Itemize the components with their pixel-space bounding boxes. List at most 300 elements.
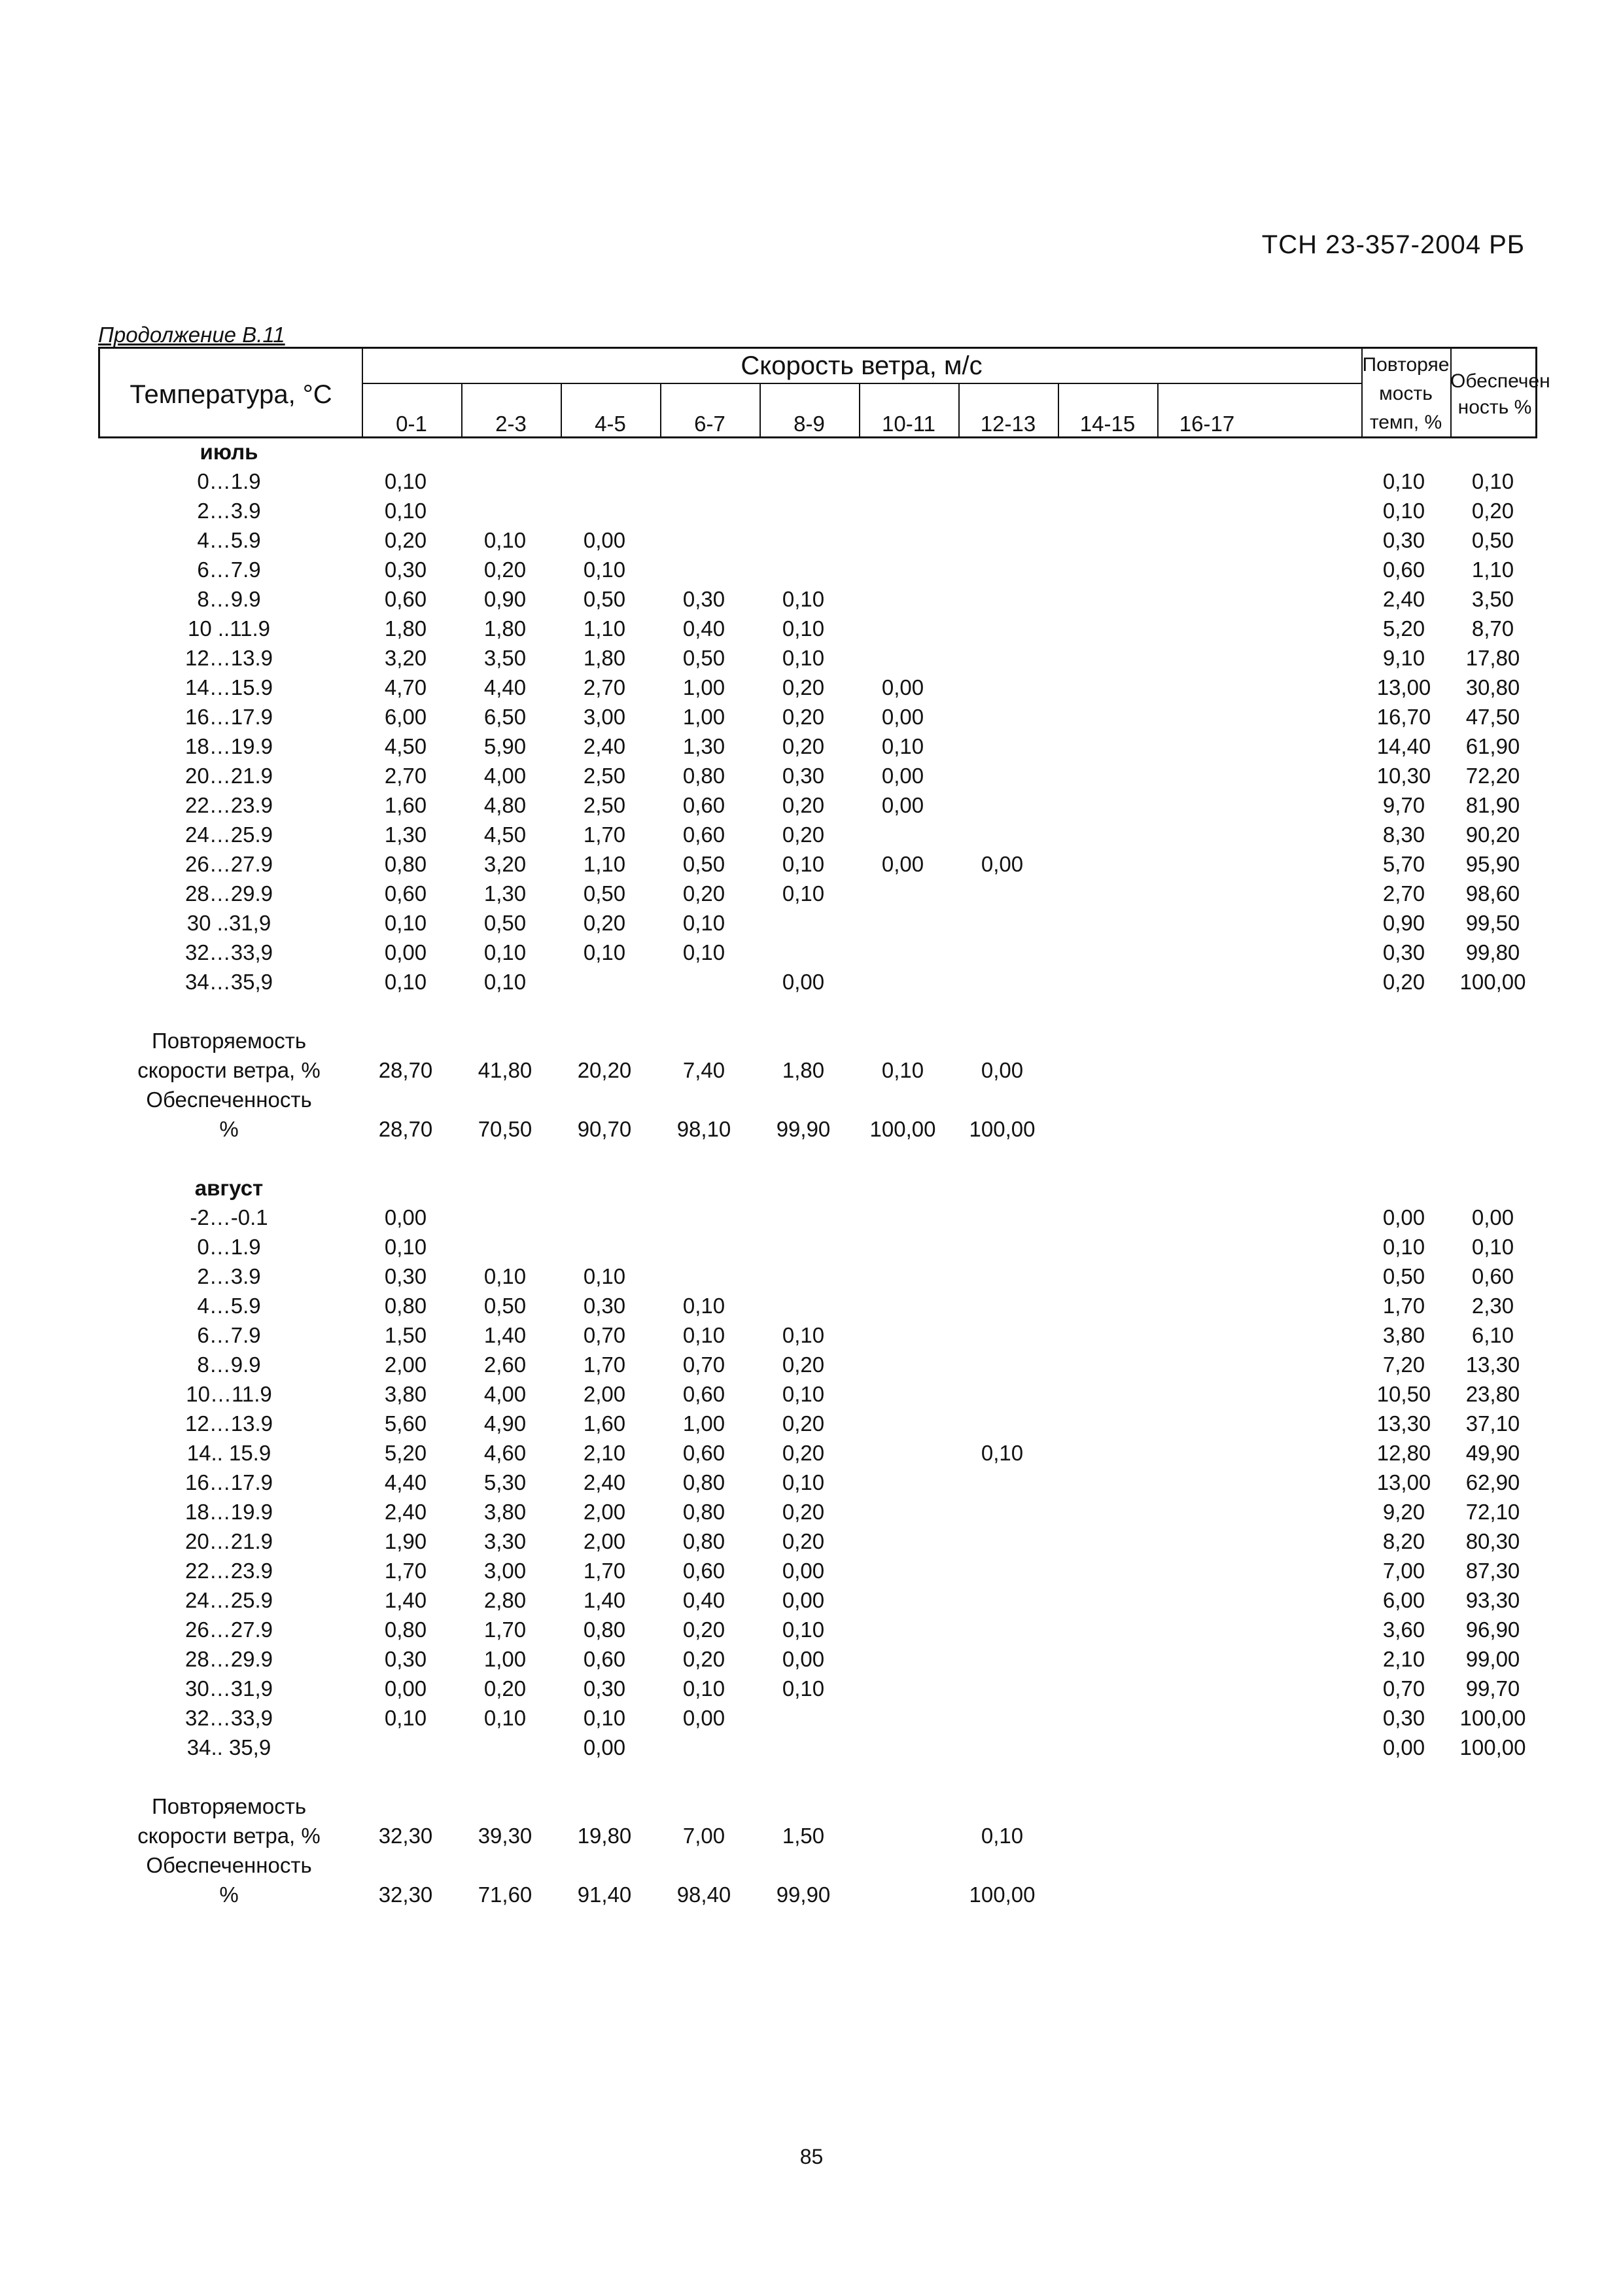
repeatability-cell: 0,30 [1382,528,1425,552]
repeatability-cell: 0,30 [1382,940,1425,964]
table-row [98,1675,1537,1704]
summary-security-value: 98,40 [676,1882,731,1907]
continuation-caption: Продолжение В.11 [98,323,285,347]
summary-security-value: 100,00 [869,1117,936,1141]
frequency-cell: 0,00 [981,852,1024,876]
temperature-range: 0…1.9 [197,469,261,493]
security-cell: 80,30 [1465,1529,1520,1553]
frequency-cell: 1,00 [483,1647,527,1671]
repeatability-cell: 10,30 [1376,764,1431,788]
frequency-cell: 4,80 [483,793,527,817]
frequency-cell: 3,30 [483,1529,527,1553]
frequency-cell: 0,80 [682,1500,725,1524]
temperature-range: 8…9.9 [197,587,261,611]
summary-repeatability-value: 20,20 [577,1058,632,1082]
header-divider [561,383,562,436]
frequency-cell: 1,90 [384,1529,427,1553]
frequency-cell: 0,10 [682,1294,725,1318]
frequency-cell: 0,80 [682,764,725,788]
repeatability-cell: 12,80 [1376,1441,1431,1465]
temperature-range: 24…25.9 [185,1588,273,1612]
table-header [98,347,1550,438]
repeatability-cell: 9,10 [1382,646,1425,670]
security-cell: 99,80 [1465,940,1520,964]
header-speed-column: 16-17 [1179,412,1235,436]
frequency-cell: 0,00 [384,1205,427,1229]
repeatability-cell: 0,00 [1382,1735,1425,1759]
table-row [98,1469,1537,1498]
frequency-cell: 0,10 [881,734,924,758]
frequency-cell: 2,00 [583,1382,626,1406]
summary-repeatability-label: скорости ветра, % [137,1058,321,1082]
frequency-cell: 0,20 [583,911,626,935]
security-cell: 13,30 [1465,1352,1520,1377]
frequency-cell: 3,50 [483,646,527,670]
frequency-cell: 0,60 [682,793,725,817]
security-cell: 3,50 [1471,587,1514,611]
frequency-cell: 0,20 [782,734,825,758]
frequency-cell: 2,60 [483,1352,527,1377]
frequency-cell: 0,60 [682,822,725,847]
frequency-cell: 2,00 [583,1500,626,1524]
frequency-cell: 0,80 [583,1617,626,1642]
security-cell: 87,30 [1465,1559,1520,1583]
frequency-cell: 0,40 [682,616,725,641]
summary-repeatability-value: 1,50 [782,1824,825,1848]
summary-repeatability-value: 0,10 [981,1824,1024,1848]
frequency-cell: 5,60 [384,1411,427,1436]
month-heading-row [98,1174,1537,1204]
summary-security-value: 99,90 [776,1117,831,1141]
summary-repeatability-value: 1,80 [782,1058,825,1082]
repeatability-cell: 5,20 [1382,616,1425,641]
header-divider [660,383,661,436]
table-row [98,1204,1537,1233]
frequency-cell: 0,10 [682,940,725,964]
frequency-cell: 0,10 [981,1441,1024,1465]
frequency-cell: 5,90 [483,734,527,758]
frequency-cell: 0,80 [384,852,427,876]
frequency-cell: 3,80 [384,1382,427,1406]
security-cell: 99,00 [1465,1647,1520,1671]
header-temperature: Температура, °С [130,380,332,409]
temperature-range: 8…9.9 [197,1352,261,1377]
repeatability-cell: 0,30 [1382,1706,1425,1730]
summary-repeatability-value: 19,80 [577,1824,632,1848]
security-cell: 30,80 [1465,675,1520,699]
frequency-cell: 0,60 [384,881,427,906]
frequency-cell: 1,60 [583,1411,626,1436]
frequency-cell: 2,10 [583,1441,626,1465]
summary-repeatability-label: скорости ветра, % [137,1824,321,1848]
frequency-cell: 4,40 [483,675,527,699]
security-cell: 72,20 [1465,764,1520,788]
section-gap [98,998,1537,1027]
temperature-range: 18…19.9 [185,1500,273,1524]
frequency-cell: 0,20 [782,793,825,817]
repeatability-cell: 2,40 [1382,587,1425,611]
frequency-cell: 0,10 [782,1382,825,1406]
table-row [98,703,1537,733]
frequency-cell: 0,10 [384,1706,427,1730]
header-divider [461,383,462,436]
repeatability-cell: 3,80 [1382,1323,1425,1347]
header-repeatability-line: Повторяе [1362,354,1450,376]
frequency-cell: 0,20 [782,1411,825,1436]
table-row [98,1381,1537,1410]
frequency-cell: 1,70 [583,822,626,847]
frequency-cell: 0,10 [384,469,427,493]
table-row [98,821,1537,851]
security-cell: 49,90 [1465,1441,1520,1465]
temperature-range: 32…33,9 [185,1706,273,1730]
security-cell: 98,60 [1465,881,1520,906]
repeatability-cell: 0,60 [1382,557,1425,582]
repeatability-cell: 5,70 [1382,852,1425,876]
temperature-range: 18…19.9 [185,734,273,758]
table-row [98,939,1537,968]
table-row [98,1439,1537,1469]
frequency-cell: 0,90 [483,587,527,611]
frequency-cell: 0,50 [682,646,725,670]
table-row [98,674,1537,703]
header-divider [362,349,363,436]
frequency-cell: 0,20 [782,1352,825,1377]
temperature-range: 6…7.9 [197,1323,261,1347]
frequency-cell: 0,10 [682,911,725,935]
frequency-cell: 0,10 [583,557,626,582]
frequency-cell: 4,70 [384,675,427,699]
frequency-cell: 0,10 [682,1323,725,1347]
header-speed-column: 6-7 [694,412,725,436]
summary-repeatability-label: Повторяемость [151,1029,307,1053]
security-cell: 99,50 [1465,911,1520,935]
frequency-cell: 1,60 [384,793,427,817]
frequency-cell: 0,10 [483,528,527,552]
security-cell: 1,10 [1471,557,1514,582]
temperature-range: 6…7.9 [197,557,261,582]
security-cell: 93,30 [1465,1588,1520,1612]
frequency-cell: 0,10 [682,1676,725,1701]
temperature-range: 26…27.9 [185,852,273,876]
frequency-cell: 0,10 [384,911,427,935]
frequency-cell: 0,10 [384,1235,427,1259]
frequency-cell: 0,20 [782,705,825,729]
frequency-cell: 0,50 [483,911,527,935]
frequency-cell: 2,70 [583,675,626,699]
frequency-cell: 2,40 [583,1470,626,1494]
summary-security-value: 32,30 [378,1882,433,1907]
table-row [98,968,1537,998]
security-cell: 72,10 [1465,1500,1520,1524]
frequency-cell: 0,00 [782,970,825,994]
table-row [98,1498,1537,1528]
frequency-cell: 0,10 [782,852,825,876]
month-heading: июль [200,440,258,464]
header-speed-column: 2-3 [495,412,527,436]
table-row [98,1587,1537,1616]
security-cell: 0,10 [1471,469,1514,493]
repeatability-cell: 2,10 [1382,1647,1425,1671]
frequency-cell: 0,00 [881,852,924,876]
summary-repeatability-value: 32,30 [378,1824,433,1848]
repeatability-cell: 0,70 [1382,1676,1425,1701]
summary-label-row [98,1027,1537,1057]
frequency-cell: 1,40 [384,1588,427,1612]
frequency-cell: 2,50 [583,764,626,788]
section-gap [98,1145,1537,1174]
security-cell: 2,30 [1471,1294,1514,1318]
table-body [98,438,1537,1911]
header-security-line: ность % [1457,397,1532,418]
frequency-cell: 1,40 [583,1588,626,1612]
frequency-cell: 1,30 [682,734,725,758]
table-row [98,527,1537,556]
summary-repeatability-row [98,1822,1537,1852]
temperature-range: 2…3.9 [197,1264,261,1288]
security-cell: 96,90 [1465,1617,1520,1642]
table-row [98,645,1537,674]
summary-security-value: 100,00 [969,1882,1036,1907]
summary-security-label: Обеспеченность [146,1853,312,1877]
frequency-cell: 4,50 [483,822,527,847]
month-heading-row [98,438,1537,468]
frequency-cell: 0,30 [384,1264,427,1288]
frequency-cell: 0,20 [483,1676,527,1701]
summary-security-label: % [219,1882,239,1907]
frequency-cell: 1,70 [384,1559,427,1583]
frequency-cell: 1,80 [384,616,427,641]
summary-repeatability-value: 41,80 [478,1058,532,1082]
page-number: 85 [799,2145,824,2168]
frequency-cell: 0,10 [483,940,527,964]
temperature-range: 22…23.9 [185,793,273,817]
frequency-cell: 0,20 [782,1500,825,1524]
frequency-cell: 2,00 [384,1352,427,1377]
repeatability-cell: 13,00 [1376,1470,1431,1494]
frequency-cell: 1,00 [682,705,725,729]
temperature-range: 10…11.9 [186,1382,272,1406]
temperature-range: 24…25.9 [185,822,273,847]
security-cell: 81,90 [1465,793,1520,817]
header-speed-column: 10-11 [882,412,935,436]
frequency-cell: 0,10 [384,970,427,994]
header-speed-column: 4-5 [595,412,626,436]
frequency-cell: 3,20 [384,646,427,670]
temperature-range: 34.. 35,9 [186,1735,271,1759]
repeatability-cell: 16,70 [1376,705,1431,729]
temperature-range: 28…29.9 [185,1647,273,1671]
table-row [98,1322,1537,1351]
security-cell: 62,90 [1465,1470,1520,1494]
temperature-range: 20…21.9 [185,764,273,788]
temperature-range: 32…33,9 [185,940,273,964]
security-cell: 6,10 [1471,1323,1514,1347]
temperature-range: 16…17.9 [185,1470,273,1494]
repeatability-cell: 9,20 [1382,1500,1425,1524]
frequency-cell: 0,00 [782,1559,825,1583]
summary-security-label: % [219,1117,239,1141]
temperature-range: 30…31,9 [185,1676,273,1701]
security-cell: 90,20 [1465,822,1520,847]
security-cell: 23,80 [1465,1382,1520,1406]
summary-repeatability-row [98,1057,1537,1086]
repeatability-cell: 2,70 [1382,881,1425,906]
summary-security-value: 71,60 [478,1882,532,1907]
header-speed-column: 12-13 [980,412,1036,436]
header-repeatability [1361,349,1450,440]
frequency-cell: 0,10 [782,1323,825,1347]
frequency-cell: 1,40 [483,1323,527,1347]
temperature-range: 12…13.9 [185,1411,273,1436]
frequency-cell: 0,00 [881,675,924,699]
frequency-cell: 0,60 [384,587,427,611]
frequency-cell: 0,10 [483,1264,527,1288]
table-row [98,1557,1537,1587]
table-row [98,880,1537,910]
frequency-cell: 0,00 [583,1735,626,1759]
security-cell: 95,90 [1465,852,1520,876]
frequency-cell: 0,10 [483,1706,527,1730]
table-row [98,497,1537,527]
frequency-cell: 0,20 [782,822,825,847]
temperature-range: 14.. 15.9 [186,1441,271,1465]
frequency-cell: 2,80 [483,1588,527,1612]
frequency-cell: 0,10 [782,646,825,670]
summary-security-row [98,1881,1537,1911]
table-row [98,556,1537,586]
repeatability-cell: 1,70 [1382,1294,1425,1318]
summary-repeatability-value: 0,00 [981,1058,1024,1082]
header-divider [958,383,960,436]
table-row [98,1528,1537,1557]
security-cell: 100,00 [1459,1735,1526,1759]
frequency-cell: 0,10 [782,1470,825,1494]
frequency-cell: 3,20 [483,852,527,876]
frequency-cell: 0,20 [682,881,725,906]
security-cell: 100,00 [1459,1706,1526,1730]
temperature-range: 12…13.9 [185,646,273,670]
frequency-cell: 0,80 [682,1529,725,1553]
frequency-cell: 0,30 [384,1647,427,1671]
frequency-cell: 0,20 [384,528,427,552]
repeatability-cell: 7,00 [1382,1559,1425,1583]
header-security-line: Обеспечен [1450,370,1550,392]
security-cell: 37,10 [1465,1411,1520,1436]
frequency-cell: 0,00 [881,793,924,817]
frequency-cell: 0,80 [682,1470,725,1494]
table-row [98,1616,1537,1646]
frequency-cell: 1,70 [483,1617,527,1642]
repeatability-cell: 8,30 [1382,822,1425,847]
header-repeatability-line: мость [1379,383,1433,404]
header-speed-column: 0-1 [396,412,427,436]
frequency-cell: 2,40 [384,1500,427,1524]
header-divider [1450,349,1452,436]
security-cell: 0,20 [1471,499,1514,523]
header-security [1450,349,1550,440]
frequency-cell: 4,60 [483,1441,527,1465]
frequency-cell: 0,00 [782,1588,825,1612]
frequency-cell: 0,10 [583,1264,626,1288]
repeatability-cell: 0,10 [1382,469,1425,493]
temperature-range: 14…15.9 [185,675,273,699]
frequency-cell: 0,50 [483,1294,527,1318]
frequency-cell: 1,80 [583,646,626,670]
repeatability-cell: 0,10 [1382,1235,1425,1259]
frequency-cell: 0,10 [583,1706,626,1730]
summary-security-value: 100,00 [969,1117,1036,1141]
summary-security-label: Обеспеченность [146,1087,312,1112]
frequency-cell: 1,10 [583,616,626,641]
frequency-cell: 0,10 [782,587,825,611]
frequency-cell: 0,60 [682,1559,725,1583]
frequency-cell: 0,20 [782,1529,825,1553]
summary-security-value: 28,70 [378,1117,433,1141]
security-cell: 47,50 [1465,705,1520,729]
frequency-cell: 0,00 [583,528,626,552]
frequency-cell: 0,60 [682,1441,725,1465]
table-row [98,792,1537,821]
summary-security-value: 91,40 [577,1882,632,1907]
frequency-cell: 2,00 [583,1529,626,1553]
temperature-range: 34…35,9 [185,970,273,994]
frequency-cell: 0,80 [384,1617,427,1642]
frequency-cell: 0,10 [782,881,825,906]
repeatability-cell: 0,90 [1382,911,1425,935]
frequency-cell: 0,50 [583,587,626,611]
table-row [98,1410,1537,1439]
frequency-cell: 0,20 [483,557,527,582]
summary-security-value: 99,90 [776,1882,831,1907]
table-row [98,1292,1537,1322]
summary-repeatability-value: 0,10 [881,1058,924,1082]
frequency-cell: 5,30 [483,1470,527,1494]
frequency-cell: 0,20 [682,1617,725,1642]
repeatability-cell: 13,00 [1376,675,1431,699]
summary-repeatability-value: 39,30 [478,1824,532,1848]
table-row [98,615,1537,645]
temperature-range: 20…21.9 [185,1529,273,1553]
temperature-range: 10 ..11.9 [188,616,270,641]
repeatability-cell: 14,40 [1376,734,1431,758]
frequency-cell: 0,60 [583,1647,626,1671]
summary-security-value: 98,10 [676,1117,731,1141]
security-cell: 99,70 [1465,1676,1520,1701]
month-heading: август [194,1176,264,1200]
frequency-cell: 0,00 [384,940,427,964]
security-cell: 17,80 [1465,646,1520,670]
frequency-cell: 4,00 [483,1382,527,1406]
frequency-cell: 1,00 [682,675,725,699]
table-row [98,1704,1537,1734]
frequency-cell: 4,90 [483,1411,527,1436]
table-row [98,1263,1537,1292]
frequency-cell: 0,00 [782,1647,825,1671]
frequency-cell: 3,00 [583,705,626,729]
header-divider [759,383,761,436]
repeatability-cell: 0,10 [1382,499,1425,523]
frequency-cell: 0,50 [583,881,626,906]
frequency-cell: 1,30 [384,822,427,847]
repeatability-cell: 8,20 [1382,1529,1425,1553]
frequency-cell: 4,40 [384,1470,427,1494]
repeatability-cell: 9,70 [1382,793,1425,817]
security-cell: 0,60 [1471,1264,1514,1288]
frequency-cell: 0,20 [682,1647,725,1671]
repeatability-cell: 6,00 [1382,1588,1425,1612]
summary-label-row [98,1793,1537,1822]
